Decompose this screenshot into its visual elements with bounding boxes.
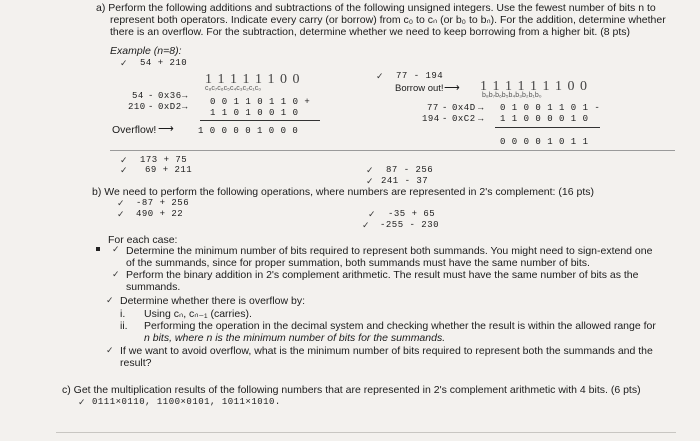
check-icon: ✓ (120, 58, 128, 68)
check-icon: ✓ (112, 244, 120, 254)
check-icon: ✓ (120, 165, 128, 175)
check-icon: ✓ (366, 176, 374, 186)
row1-right-bits: 0 1 0 0 1 1 0 1 - (500, 103, 601, 113)
item2-line1: Perform the binary addition in 2's complement arithmetic. The result must have the same number of bits as the (126, 269, 639, 281)
row1-left-hex: 0x36 (158, 91, 182, 101)
part-b-line1: b) We need to perform the following operations, where numbers are represented in 2's complement: (16 pts) (92, 186, 594, 198)
row2-right-hex: 0xC2 (452, 114, 476, 124)
b-problem-4: -255 - 230 (380, 220, 440, 230)
carry-bits-left: 1 1 1 1 1 1 0 0 (205, 72, 301, 87)
check-icon: ✓ (117, 198, 125, 208)
b-problem-3: -35 + 65 (388, 209, 436, 219)
each-case-label: For each case: (108, 234, 178, 246)
check-icon: ✓ (106, 345, 114, 355)
carry-subscripts-left: c₈c₇c₆c₅c₄c₃c₂c₁c₀ (205, 85, 262, 92)
diff-bits: 0 0 0 0 1 0 1 1 (500, 137, 589, 147)
check-icon: ✓ (78, 397, 86, 407)
sub2-number: ii. (120, 320, 128, 332)
row2-left-bits: 1 1 0 1 0 0 1 0 (210, 108, 299, 118)
row2-right-label: 194 (422, 114, 440, 124)
problem-4: 241 - 37 (381, 176, 429, 186)
example-label: Example (n=8): (110, 45, 182, 57)
item2-line2: summands. (126, 281, 181, 293)
part-a-line2: represent both operators. Indicate every carry (or borrow) from c₀ to cₙ (or b₀ to bₙ). For the addition, determine whether (110, 14, 666, 26)
row1-left-bits: 0 0 1 1 0 1 1 0 + (210, 97, 311, 107)
example1-expression: 54 + 210 (140, 58, 188, 68)
sub2-line2: n bits, where n is the minimum number of bits for the summands. (144, 332, 446, 344)
bullet-icon (96, 238, 100, 256)
divider (110, 150, 675, 151)
part-c-values: 0111×0110, 1100×0101, 1011×1010. (92, 397, 281, 407)
row1-right-label: 77 (427, 103, 439, 113)
item4-line2: result? (120, 357, 152, 369)
item4-line1: If we want to avoid overflow, what is the minimum number of bits required to represent both the summands and the (120, 345, 653, 357)
check-icon: ✓ (366, 165, 374, 175)
arrow-right-icon: ⟶ (444, 82, 460, 94)
row2-right-bits: 1 1 0 0 0 0 1 0 (500, 114, 589, 124)
check-icon: ✓ (368, 209, 376, 219)
row2-left-hex: 0xD2 (158, 102, 182, 112)
b-problem-2: 490 + 22 (136, 209, 184, 219)
b-problem-1: -87 + 256 (136, 198, 190, 208)
sub2-line1: Performing the operation in the decimal system and checking whether the result is within the allowed range for (144, 320, 656, 332)
problem-2: 69 + 211 (145, 165, 193, 175)
part-a-line3: there is an overflow. For the subtraction, determine whether we need to keep borrowing from a higher bit. (8 pts) (110, 26, 631, 38)
sum-bits: 1 0 0 0 0 1 0 0 0 (198, 126, 299, 136)
check-icon: ✓ (120, 155, 128, 165)
arrow-right-icon: ⟶ (158, 123, 174, 135)
row2-left-label: 210 (128, 102, 146, 112)
borrow-subscripts: b₈b₇b₆b₅b₄b₃b₂b₁b₀ (482, 92, 542, 99)
check-icon: ✓ (112, 269, 120, 279)
check-icon: ✓ (106, 295, 114, 305)
check-icon: ✓ (362, 220, 370, 230)
problem-3: 87 - 256 (386, 165, 434, 175)
example2-expression: 77 - 194 (396, 71, 444, 81)
check-icon: ✓ (117, 209, 125, 219)
item1-line1: Determine the minimum number of bits required to represent both summands. You might need to sign-extend one (126, 245, 653, 257)
item1-line2: of the summands, since for proper summation, both summands must have the same number of bits. (126, 257, 590, 269)
borrow-out-label: Borrow out! (395, 83, 444, 94)
check-icon: ✓ (376, 71, 384, 81)
sub1-number: i. (120, 308, 126, 320)
borrow-bits: 1 1 1 1 1 1 1 0 0 (480, 79, 588, 94)
diff-line-right (495, 127, 600, 128)
item3: Determine whether there is overflow by: (120, 295, 305, 307)
part-c-line1: c) Get the multiplication results of the following numbers that are represented in 2's complement arithmetic with 4 bits. (6 pts) (62, 384, 641, 396)
part-a-line1: a) Perform the following additions and subtractions of the following unsigned integers. Use the fewest number of bits n to (96, 2, 656, 14)
bottom-line (56, 432, 676, 433)
overflow-label: Overflow! (112, 124, 157, 136)
sum-line-left (200, 120, 320, 121)
row1-right-hex: 0x4D (452, 103, 476, 113)
problem-1: 173 + 75 (140, 155, 188, 165)
sub1: Using cₙ, cₙ₋₁ (carries). (144, 308, 252, 320)
row1-left-label: 54 (132, 91, 144, 101)
